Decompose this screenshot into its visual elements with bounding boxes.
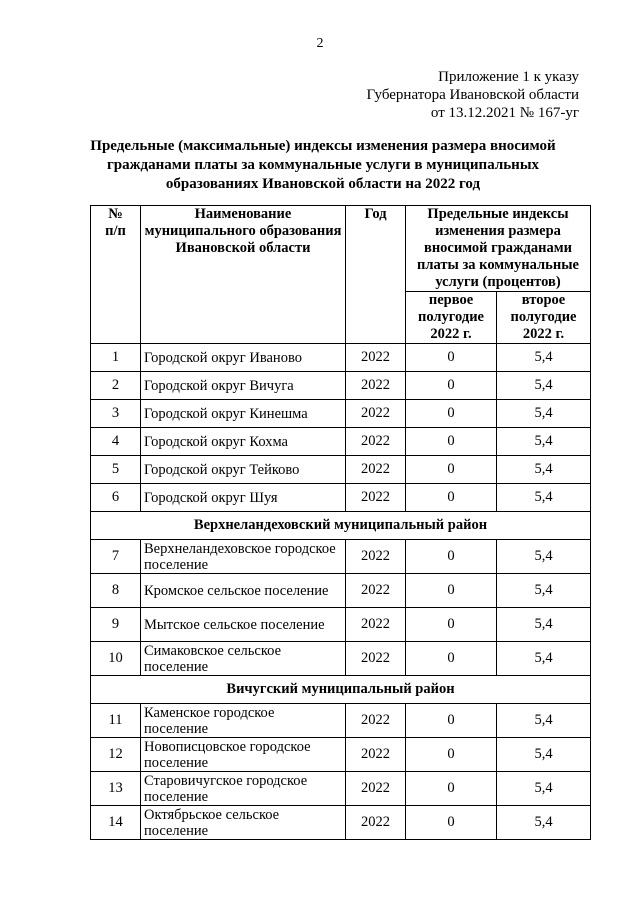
- cell-index: 7: [91, 540, 141, 574]
- cell-index: 6: [91, 484, 141, 512]
- table-row: [91, 372, 591, 400]
- cell-name: Городской округ Иваново: [141, 344, 346, 372]
- cell-second-half: 5,4: [497, 574, 591, 608]
- cell-second-half: 5,4: [497, 806, 591, 840]
- cell-first-half: 0: [406, 484, 497, 512]
- cell-first-half: 0: [406, 608, 497, 642]
- table-row: [91, 428, 591, 456]
- district-title: Вичугский муниципальный район: [91, 676, 591, 704]
- cell-year: 2022: [346, 806, 406, 840]
- cell-index: 13: [91, 772, 141, 806]
- table-row: [91, 806, 591, 840]
- appendix-note: [366, 68, 579, 122]
- district-header-row: [91, 676, 591, 704]
- table-row: [91, 772, 591, 806]
- header-first-half-line-3: 2022 г.: [430, 326, 472, 342]
- cell-index: 11: [91, 704, 141, 738]
- cell-second-half: 5,4: [497, 344, 591, 372]
- cell-year: 2022: [346, 456, 406, 484]
- cell-second-half: 5,4: [497, 456, 591, 484]
- table-row: [91, 456, 591, 484]
- header-index-line-1: №: [108, 206, 123, 222]
- cell-index: 5: [91, 456, 141, 484]
- cell-index: 14: [91, 806, 141, 840]
- cell-index: 2: [91, 372, 141, 400]
- header-second-half: [497, 292, 591, 344]
- header-name: Наименование муниципального образования Ивановской области: [141, 206, 346, 344]
- cell-first-half: 0: [406, 704, 497, 738]
- cell-index: 10: [91, 642, 141, 676]
- cell-name: Октябрьское сельское поселение: [141, 806, 346, 840]
- cell-second-half: 5,4: [497, 484, 591, 512]
- cell-year: 2022: [346, 608, 406, 642]
- cell-year: 2022: [346, 484, 406, 512]
- cell-year: 2022: [346, 400, 406, 428]
- table-row: [91, 540, 591, 574]
- cell-first-half: 0: [406, 806, 497, 840]
- cell-second-half: 5,4: [497, 400, 591, 428]
- cell-first-half: 0: [406, 540, 497, 574]
- cell-name: Городской округ Тейково: [141, 456, 346, 484]
- cell-index: 12: [91, 738, 141, 772]
- district-title: Верхнеландеховский муниципальный район: [91, 512, 591, 540]
- header-second-half-line-3: 2022 г.: [522, 326, 565, 342]
- table-row: [91, 484, 591, 512]
- appendix-line-3: от 13.12.2021 № 167-уг: [430, 105, 579, 121]
- cell-index: 8: [91, 574, 141, 608]
- cell-first-half: 0: [406, 372, 497, 400]
- cell-year: 2022: [346, 704, 406, 738]
- cell-second-half: 5,4: [497, 642, 591, 676]
- cell-name: Новописцовское городское поселение: [141, 738, 346, 772]
- appendix-line-1: Приложение 1 к указу: [438, 69, 579, 85]
- cell-name: Городской округ Кохма: [141, 428, 346, 456]
- cell-name: Кромское сельское поселение: [141, 574, 346, 608]
- document-title: [75, 137, 571, 194]
- table-row: [91, 738, 591, 772]
- cell-year: 2022: [346, 344, 406, 372]
- cell-year: 2022: [346, 772, 406, 806]
- cell-second-half: 5,4: [497, 608, 591, 642]
- table-row: [91, 642, 591, 676]
- header-first-half-line-2: полугодие: [418, 309, 484, 325]
- appendix-line-2: Губернатора Ивановской области: [366, 87, 579, 103]
- district-header-row: [91, 512, 591, 540]
- cell-second-half: 5,4: [497, 540, 591, 574]
- header-second-half-line-1: второе: [521, 292, 566, 308]
- cell-first-half: 0: [406, 642, 497, 676]
- cell-index: 9: [91, 608, 141, 642]
- cell-first-half: 0: [406, 344, 497, 372]
- cell-first-half: 0: [406, 428, 497, 456]
- page-number: 2: [316, 36, 324, 51]
- title-line-2: гражданами платы за коммунальные услуги в муниципальных: [106, 157, 540, 173]
- cell-name: Симаковское сельское поселение: [141, 642, 346, 676]
- cell-first-half: 0: [406, 772, 497, 806]
- cell-index: 3: [91, 400, 141, 428]
- cell-second-half: 5,4: [497, 772, 591, 806]
- cell-name: Верхнеландеховское городское поселение: [141, 540, 346, 574]
- title-line-3: образованиях Ивановской области на 2022 год: [165, 176, 481, 192]
- cell-name: Городской округ Шуя: [141, 484, 346, 512]
- cell-second-half: 5,4: [497, 372, 591, 400]
- table-row: [91, 574, 591, 608]
- header-first-half-line-1: первое: [428, 292, 474, 308]
- cell-name: Городской округ Кинешма: [141, 400, 346, 428]
- header-second-half-line-2: полугодие: [510, 309, 577, 325]
- cell-first-half: 0: [406, 456, 497, 484]
- cell-year: 2022: [346, 642, 406, 676]
- cell-name: Городской округ Вичуга: [141, 372, 346, 400]
- table-row: [91, 704, 591, 738]
- cell-index: 1: [91, 344, 141, 372]
- cell-first-half: 0: [406, 574, 497, 608]
- table-row: [91, 608, 591, 642]
- cell-year: 2022: [346, 372, 406, 400]
- cell-year: 2022: [346, 428, 406, 456]
- cell-year: 2022: [346, 540, 406, 574]
- cell-year: 2022: [346, 738, 406, 772]
- cell-index: 4: [91, 428, 141, 456]
- header-index: [91, 206, 141, 344]
- cell-second-half: 5,4: [497, 704, 591, 738]
- header-year: Год: [346, 206, 406, 344]
- indices-table: [90, 205, 591, 840]
- table-row: [91, 344, 591, 372]
- cell-second-half: 5,4: [497, 738, 591, 772]
- header-first-half: [406, 292, 497, 344]
- cell-first-half: 0: [406, 738, 497, 772]
- cell-name: Старовичугское городское поселение: [141, 772, 346, 806]
- cell-second-half: 5,4: [497, 428, 591, 456]
- cell-name: Каменское городское поселение: [141, 704, 346, 738]
- header-indices: Предельные индексы изменения размера вносимой гражданами платы за коммунальные услуги (процентов): [406, 206, 591, 292]
- table-row: [91, 400, 591, 428]
- title-line-1: Предельные (максимальные) индексы изменения размера вносимой: [90, 138, 556, 154]
- header-index-line-2: п/п: [105, 223, 126, 239]
- cell-name: Мытское сельское поселение: [141, 608, 346, 642]
- cell-year: 2022: [346, 574, 406, 608]
- cell-first-half: 0: [406, 400, 497, 428]
